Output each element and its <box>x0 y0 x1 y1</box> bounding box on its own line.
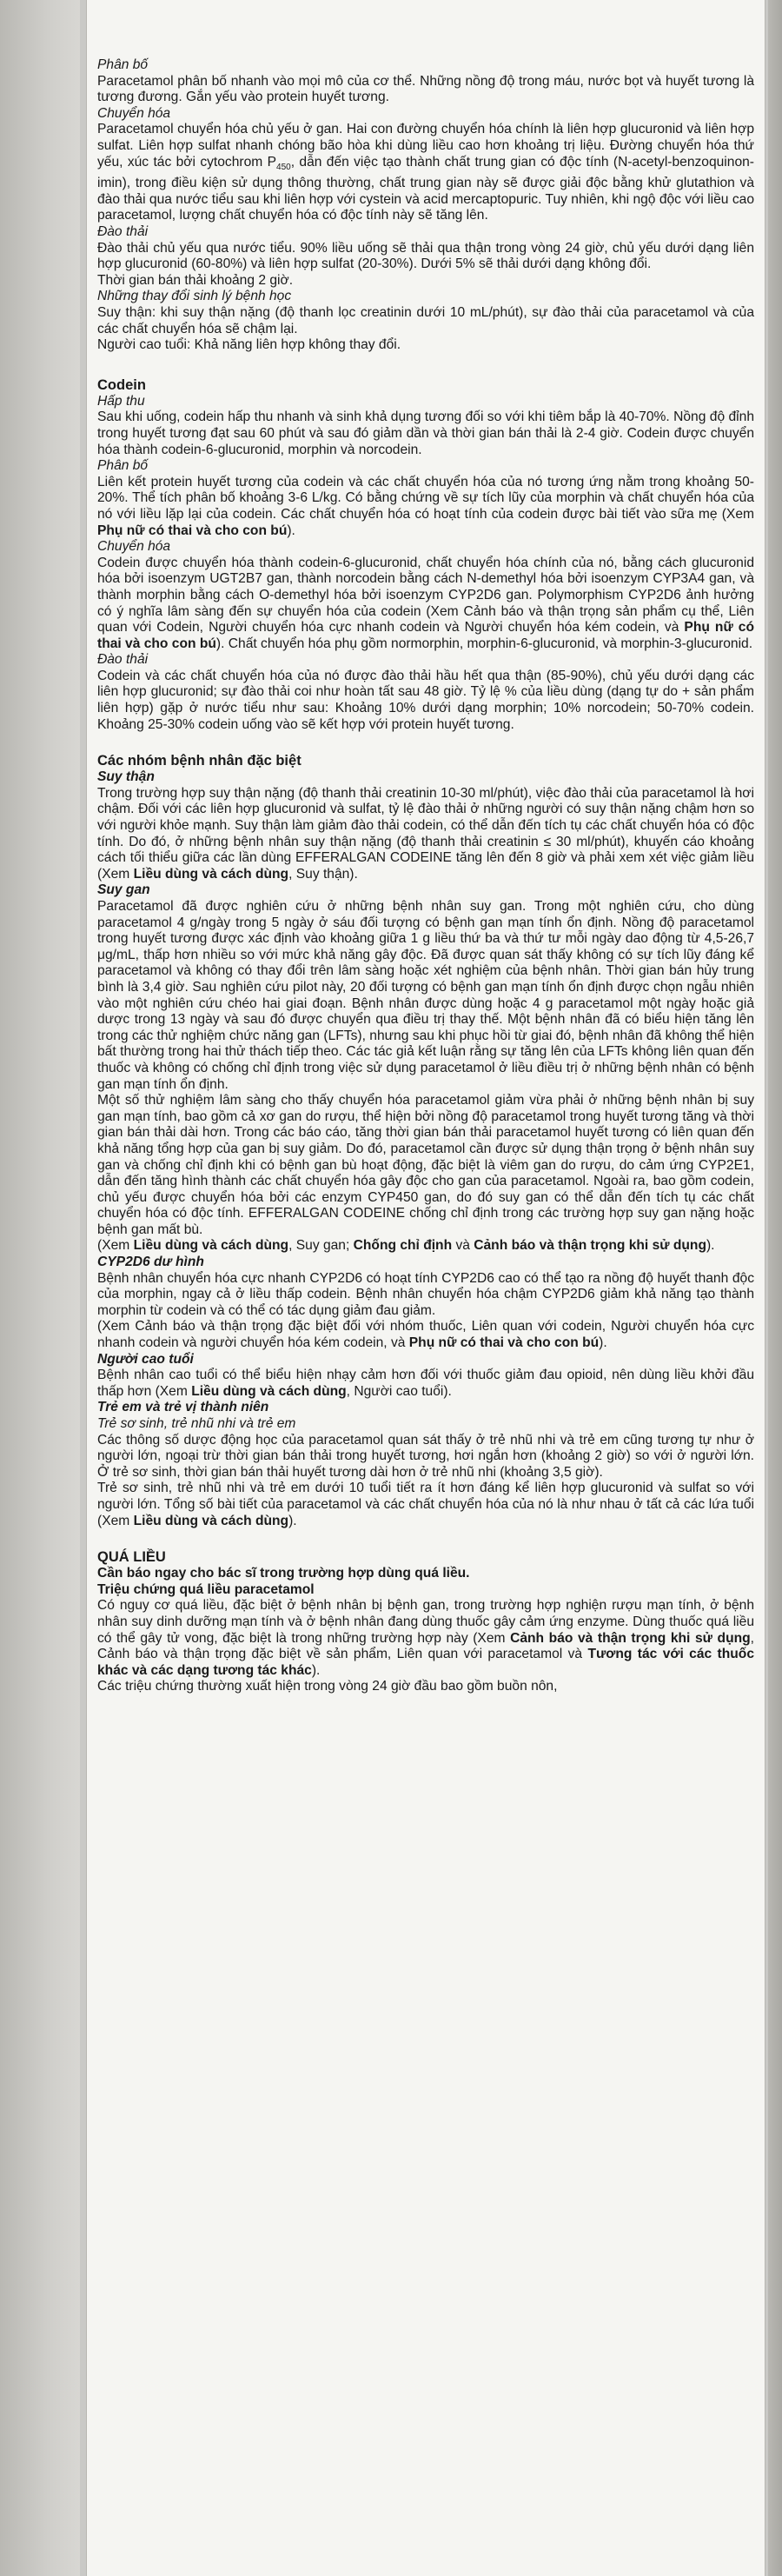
subheading-nguoi-cao-tuoi: Người cao tuổi <box>97 1351 194 1367</box>
paragraph-nguoi-cao-tuoi: Bệnh nhân cao tuổi có thể biểu hiện nhạy cảm hơn đối với thuốc giảm đau opioid, nên dùng liều khởi đầu thấp hơn (Xem Liều dùng và cách dùng, Người cao tuổi). <box>97 1368 754 1399</box>
section-title-qua-lieu: QUÁ LIỀU <box>97 1549 166 1566</box>
paragraph-tre-em-1: Các thông số dược động học của paracetamol quan sát thấy ở trẻ nhũ nhi và trẻ em cũng tương tự như ở người lớn, ngoại trừ thời gian bán thải trong huyết tương, hơi ngắn hơn (khoảng 2 giờ) so với ở người lớn. Ở trẻ sơ sinh, thời gian bán thải huyết tương dài hơn ở trẻ nhũ nhi (khoảng 3,5 giờ). <box>97 1432 754 1480</box>
subheading-codein-dao-thai: Đào thải <box>97 652 149 668</box>
subheading-suy-than: Suy thận <box>97 769 155 785</box>
subheading-sinh-ly: Những thay đổi sinh lý bệnh học <box>97 289 292 304</box>
paragraph-cyp2d6: Bệnh nhân chuyển hóa cực nhanh CYP2D6 có hoạt tính CYP2D6 cao có thể tạo ra nồng độ huyết thanh độc của morphin, ngay cả ở liều thấp codein. Bệnh nhân chuyển hóa chậm CYP2D6 giảm khả năng tạo thành morphin từ codein và có thể có tác dụng giảm đau giảm. <box>97 1270 754 1318</box>
paragraph-tre-em-2: Trẻ sơ sinh, trẻ nhũ nhi và trẻ em dưới 10 tuổi tiết ra ít hơn đáng kể liên hợp glucuronid và sulfat so với người lớn. Tổng số bài tiết của paracetamol và các chất chuyển hóa của nó là như nhau ở tất cả các lứa tuổi (Xem Liều dùng và cách dùng). <box>97 1481 754 1528</box>
text-column <box>97 57 754 1695</box>
overdose-warning: Cần báo ngay cho bác sĩ trong trường hợp dùng quá liều. <box>97 1566 470 1581</box>
subheading-hap-thu: Hấp thu <box>97 393 145 409</box>
leaflet-page <box>87 0 765 2576</box>
paragraph-hap-thu: Sau khi uống, codein hấp thu nhanh và sinh khả dụng tương đối so với khi tiêm bắp là 40-70%. Nồng độ đỉnh trong huyết tương đạt sau 60 phút và sau đó giảm dần và thời gian bán thải là 2-4 giờ. Codein được chuyển hóa thành codein-6-glucuronid, morphin và norcodein. <box>97 409 754 457</box>
subheading-chuyen-hoa: Chuyển hóa <box>97 105 171 121</box>
paragraph-phan-bo: Paracetamol phân bố nhanh vào mọi mô của cơ thể. Những nồng độ trong máu, nước bọt và huyết tương là tương đương. Gắn yếu vào protein huyết tương. <box>97 73 754 105</box>
subheading-suy-gan: Suy gan <box>97 882 150 898</box>
adjacent-page-right <box>768 0 782 2576</box>
paragraph-suy-than: Trong trường hợp suy thận nặng (độ thanh thải creatinin 10-30 ml/phút), việc đào thải của paracetamol là hơi chậm. Đối với các liên hợp glucuronid và sulfat, tỷ lệ đào thải ở những người có suy thận nặng chậm hơn so với người khỏe mạnh. Suy thận làm giảm đào thải codein, có thể dẫn đến tích tụ các chất chuyển hóa có độc tính. Do đó, ở những bệnh nhân suy thận nặng (độ thanh thải creatinin ≤ 30 ml/phút), khuyến cáo khoảng cách tối thiểu giữa các lần dùng EFFERALGAN CODEINE tăng lên đến 8 giờ và phải xem xét việc giảm liều (Xem Liều dùng và cách dùng, Suy thận). <box>97 785 754 882</box>
paragraph-dao-thai: Đào thải chủ yếu qua nước tiểu. 90% liều uống sẽ thải qua thận trong vòng 24 giờ, chủ yếu dưới dạng liên hợp glucuronid (60-80%) và liên hợp sulfat (20-30%). Dưới 5% sẽ thải dưới dạng không đổi. <box>97 240 754 272</box>
paragraph-trieu-chung-cut: Các triệu chứng thường xuất hiện trong vòng 24 giờ đầu bao gồm buồn nôn, <box>97 1679 558 1694</box>
paragraph-suy-gan-ref: (Xem Liều dùng và cách dùng, Suy gan; Chống chỉ định và Cảnh báo và thận trọng khi sử dụng). <box>97 1238 715 1254</box>
paragraph-chuyen-hoa: Paracetamol chuyển hóa chủ yếu ở gan. Hai con đường chuyển hóa chính là liên hợp glucuronid và liên hợp sulfat. Liên hợp sulfat nhanh chóng bão hòa khi dùng liều cao hơn khoảng trị liệu. Đường chuyển hóa thứ yếu, xúc tác bởi cytochrom $P_{450}$, dẫn đến việc tạo thành chất trung gian có độc tính (N-acetyl-benzoquinon-imin), trong điều kiện sử dụng thông thường, chất trung gian này sẽ được giải độc bằng khử glutathion và đào thải qua nước tiểu sau khi liên hợp với cystein và acid mercaptopuric. Tuy nhiên, khi ngộ độc với liều cao paracetamol, lượng chất chuyển hóa có độc tính này sẽ tăng lên. <box>97 122 754 223</box>
paragraph-codein-chuyen-hoa: Codein được chuyển hóa thành codein-6-glucuronid, chất chuyển hóa chính của nó, bằng cách glucuronid hóa bởi isoenzym UGT2B7 gan, thành norcodein bằng cách N-demethyl hóa bởi isoenzym CYP3A4 gan, và thành morphin bằng cách O-demethyl hóa bởi isoenzym CYP2D6 gan. Polymorphism CYP2D6 ảnh hưởng có ý nghĩa lâm sàng đến sự chuyển hóa của codein (Xem Cảnh báo và thận trọng sản phẩm cụ thể, Liên quan với Codein, Người chuyển hóa cực nhanh codein và Người chuyển hóa kém codein, và Phụ nữ có thai và cho con bú). Chất chuyển hóa phụ gồm normorphin, morphin-6-glucuronid, và morphin-3-glucuronid. <box>97 555 754 651</box>
subheading-codein-chuyen-hoa: Chuyển hóa <box>97 539 171 555</box>
subheading-phan-bo: Phân bố <box>97 57 149 72</box>
paragraph-suy-gan-1: Paracetamol đã được nghiên cứu ở những bệnh nhân suy gan. Trong một nghiên cứu, cho dùng paracetamol 4 g/ngày trong 5 ngày ở sáu đối tượng có bệnh gan mạn tính ổn định. Nồng độ paracetamol trong huyết tương được xác định vào khoảng giữa 1 g liều thứ ba và thứ tư mỗi ngày dao động từ 4,5-26,7 μg/mL, thấp hơn nhiều so với mức khả năng gây độc. Đã được quan sát thấy không có sự tích lũy đáng kể paracetamol và không có thay đổi trên lâm sàng hoặc xét nghiệm của bệnh nhân. Thời gian bán hủy trung bình là 3,4 giờ. Sau nghiên cứu pilot này, 20 đối tượng có bệnh gan mạn tính ổn định được chọn ngẫu nhiên vào một nghiên cứu chéo hai giai đoạn. Bệnh nhân được dùng hoặc 4 g paracetamol một ngày hoặc giả dược trong 13 ngày và sau đó được chuyển qua điều trị thay thế. Một bệnh nhân đã có biểu hiện tăng lên trong các thử nghiệm chức năng gan (LFTs), nhưng sau khi phục hồi từ giai đó, bệnh nhân đã không thể hiện bất thường trong hai thử thách tiếp theo. Các tác giả kết luận rằng sự tăng lên của LFTs không liên quan đến thuốc và không có chống chỉ định trong việc sử dụng paracetamol ở liều điều trị ở những bệnh nhân có bệnh gan mạn tính ổn định. <box>97 899 754 1092</box>
paragraph-codein-dao-thai: Codein và các chất chuyển hóa của nó được đào thải hầu hết qua thận (85-90%), chủ yếu dưới dạng các liên hợp glucuronid; sự đào thải coi như hoàn tất sau 48 giờ. Tỷ lệ % của liều dùng (dạng tự do + sản phẩm liên hợp) gặp ở nước tiểu như sau: Khoảng 10% dưới dạng morphin; 10% norcodein; 50-70% codein. Khoảng 25-30% codein uống vào sẽ kết hợp với protein huyết tương. <box>97 668 754 732</box>
paragraph-cyp2d6-ref: (Xem Cảnh báo và thận trọng đặc biệt đối với nhóm thuốc, Liên quan với codein, Người chuyển hóa cực nhanh codein và người chuyển hóa kém codein, và Phụ nữ có thai và cho con bú). <box>97 1319 754 1351</box>
subheading-tre-so-sinh: Trẻ sơ sinh, trẻ nhũ nhi và trẻ em <box>97 1416 296 1432</box>
paragraph-suy-gan-2: Một số thử nghiệm lâm sàng cho thấy chuyển hóa paracetamol giảm vừa phải ở những bệnh nhân bị suy gan mạn tính, bao gồm cả xơ gan do rượu, thể hiện bởi nồng độ paracetamol trong huyết tương tăng và thời gian bán thải dài hơn. Trong các báo cáo, tăng thời gian bán thải paracetamol huyết tương có liên quan đến khả năng tổng hợp của gan bị suy giảm. Do đó, paracetamol cần được sử dụng thận trọng ở bệnh nhân suy gan và chống chỉ định khi có bệnh gan bù hoạt động, đặc biệt là viêm gan do rượu, do cảm ứng CYP2E1, dẫn đến tăng hình thành các chất chuyển hóa gây độc cho gan của paracetamol. Ngoài ra, bao gồm codein, chủ yếu được chuyển hóa bởi các enzym CYP450 gan, do đó suy gan có thể dẫn đến tích tụ các chất chuyển hóa có độc tính. EFFERALGAN CODEINE chống chỉ định trong các trường hợp suy gan nặng hoặc bệnh gan mất bù. <box>97 1093 754 1237</box>
subheading-codein-phan-bo: Phân bố <box>97 458 149 474</box>
paragraph-half-life: Thời gian bán thải khoảng 2 giờ. <box>97 272 294 288</box>
section-title-codein: Codein <box>97 376 146 393</box>
paragraph-suy-than-short: Suy thận: khi suy thận nặng (độ thanh lọc creatinin dưới 10 mL/phút), sự đào thải của paracetamol và của các chất chuyển hóa sẽ chậm lại. <box>97 305 754 336</box>
paragraph-trieu-chung: Có nguy cơ quá liều, đặc biệt ở bệnh nhân bị bệnh gan, trong trường hợp nghiện rượu mạn tính, ở bệnh nhân suy dinh dưỡng mạn tính và ở bệnh nhân đang dùng thuốc gây cảm ứng enzyme. Dùng thuốc quá liều có thể gây tử vong, đặc biệt là trong những trường hợp này (Xem Cảnh báo và thận trọng khi sử dụng, Cảnh báo và thận trọng đặc biệt về sản phẩm, Liên quan với paracetamol và Tương tác với các thuốc khác và các dạng tương tác khác). <box>97 1598 754 1678</box>
adjacent-page-left <box>0 0 80 2576</box>
header-ghost-text <box>636 0 749 31</box>
subheading-cyp2d6: CYP2D6 dư hình <box>97 1255 204 1270</box>
subheading-tre-em: Trẻ em và trẻ vị thành niên <box>97 1400 269 1415</box>
subheading-dao-thai: Đào thải <box>97 224 149 240</box>
paragraph-codein-phan-bo: Liên kết protein huyết tương của codein và các chất chuyển hóa của nó tương ứng nằm trong khoảng 50-20%. Thể tích phân bố khoảng 3-6 L/kg. Có bằng chứng về sự tích lũy của morphin và chất chuyển hóa của nó với liều lặp lại của codein. Các chất chuyển hóa có hoạt tính của codein được bài tiết vào sữa mẹ (Xem Phụ nữ có thai và cho con bú). <box>97 474 754 538</box>
paragraph-nguoi-cao-tuoi-short: Người cao tuổi: Khả năng liên hợp không thay đổi. <box>97 337 401 353</box>
subheading-trieu-chung: Triệu chứng quá liều paracetamol <box>97 1581 315 1597</box>
section-title-special-populations: Các nhóm bệnh nhân đặc biệt <box>97 753 302 769</box>
